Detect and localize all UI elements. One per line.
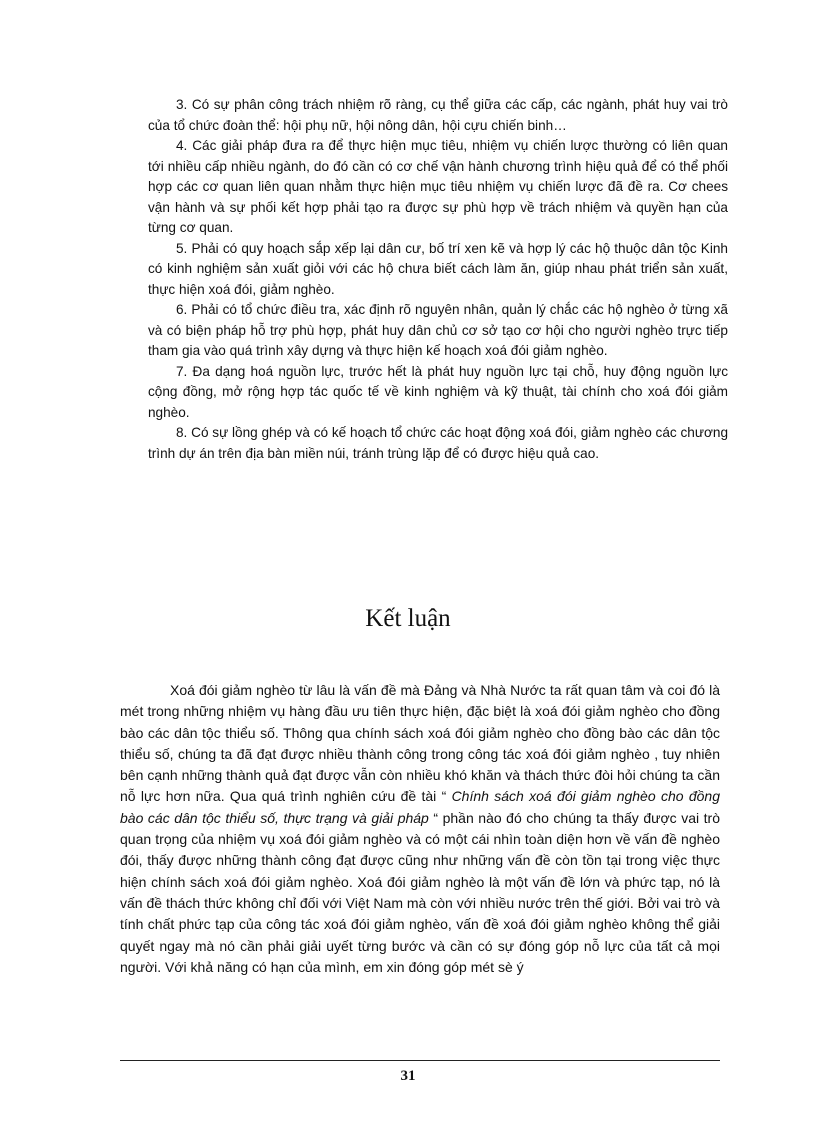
solution-list bbox=[148, 95, 728, 464]
list-item: 5. Phải có quy hoạch sắp xếp lại dân cư, bố trí xen kẽ và hợp lý các hộ thuộc dân tộc Kinh có kinh nghiệm sản xuất giỏi với các hộ chưa biết cách làm ăn, giúp nhau phát triển sản xuất, thực hiện xoá đói, giảm nghèo. bbox=[148, 240, 728, 297]
page-number: 31 bbox=[400, 1068, 416, 1084]
list-item: 4. Các giải pháp đưa ra để thực hiện mục tiêu, nhiệm vụ chiến lược thường có liên quan tới nhiều cấp nhiều ngành, do đó cần có cơ chế vận hành chương trình hiệu quả để có thể phối hợp các cơ quan liên quan nhằm thực hiện mục tiêu nhiệm vụ chiến lược đã đề ra. Cơ chees vận hành và sự phối kết hợp phải tạo ra được sự phù hợp về trách nhiệm và quyền hạn của từng cơ quan. bbox=[148, 138, 728, 235]
list-item: 7. Đa dạng hoá nguồn lực, trước hết là phát huy nguồn lực tại chỗ, huy động nguồn lực cộng đồng, mở rộng hợp tác quốc tế về kinh nghiệm và kỹ thuật, tài chính cho xoá đói giảm nghèo. bbox=[148, 363, 728, 420]
section-title: Kết luận bbox=[365, 605, 451, 632]
thesis-title: Chính sách xoá đói giảm nghèo cho đồng bào các dân tộc thiểu số, thực trạng và giải pháp bbox=[120, 788, 720, 826]
conclusion-paragraph bbox=[120, 680, 720, 978]
conclusion-text-part2: “ phần nào đó cho chúng ta thấy được vai trò quan trọng của nhiệm vụ xoá đói giảm nghèo và có một cái nhìn toàn diện hơn về vấn đề nghèo đói, thấy được những thành công đạt được cũng như những vấn đề còn tồn tại trong việc thực hiện chính sách xoá đói giảm nghèo. Xoá đói giảm nghèo là một vấn đề lớn và phức tạp, nó là vấn đề thách thức không chỉ đối với Việt Nam mà còn với nhiều nước trên thế giới. Bởi vai trò và tính chất phức tạp của công tác xoá đói giảm nghèo, vấn đề xoá đói giảm nghèo không thể giải quyết ngay mà nó cần phải giải uyết từng bước và cần có sự đóng góp nỗ lực của tất cả mọi người. Với khả năng có hạn của mình, em xin đóng góp mét sè ý bbox=[120, 809, 720, 975]
conclusion-text-part1: Xoá đói giảm nghèo từ lâu là vấn đề mà Đảng và Nhà Nước ta rất quan tâm và coi đó là mét trong những nhiệm vụ hàng đầu ưu tiên thực hiện, đặc biệt là xoá đói giảm nghèo cho đồng bào các dân tộc thiểu số. Thông qua chính sách xoá đói giảm nghèo cho đồng bào các dân tộc thiểu số, chúng ta đã đạt được nhiều thành công trong công tác xoá đói giảm nghèo , tuy nhiên bên cạnh những thành quả đạt được vẫn còn nhiều khó khăn và thách thức đòi hỏi chúng ta cần nỗ lực hơn nữa. Qua quá trình nghiên cứu đề tài “ bbox=[120, 682, 720, 805]
list-item: 6. Phải có tổ chức điều tra, xác định rõ nguyên nhân, quản lý chắc các hộ nghèo ở từng xã và có biện pháp hỗ trợ phù hợp, phát huy dân chủ cơ sở tạo cơ hội cho người nghèo trực tiếp tham gia vào quá trình xây dựng và thực hiện kế hoạch xoá đói giảm nghèo. bbox=[148, 302, 728, 358]
footer-divider bbox=[120, 1060, 720, 1061]
list-item: 3. Có sự phân công trách nhiệm rõ ràng, cụ thể giữa các cấp, các ngành, phát huy vai trò của tổ chức đoàn thể: hội phụ nữ, hội nông dân, hội cựu chiến binh… bbox=[148, 97, 728, 133]
list-item: 8. Có sự lồng ghép và có kế hoạch tổ chức các hoạt động xoá đói, giảm nghèo các chương trình dự án trên địa bàn miền núi, tránh trùng lặp để có được hiệu quả cao. bbox=[148, 425, 728, 461]
